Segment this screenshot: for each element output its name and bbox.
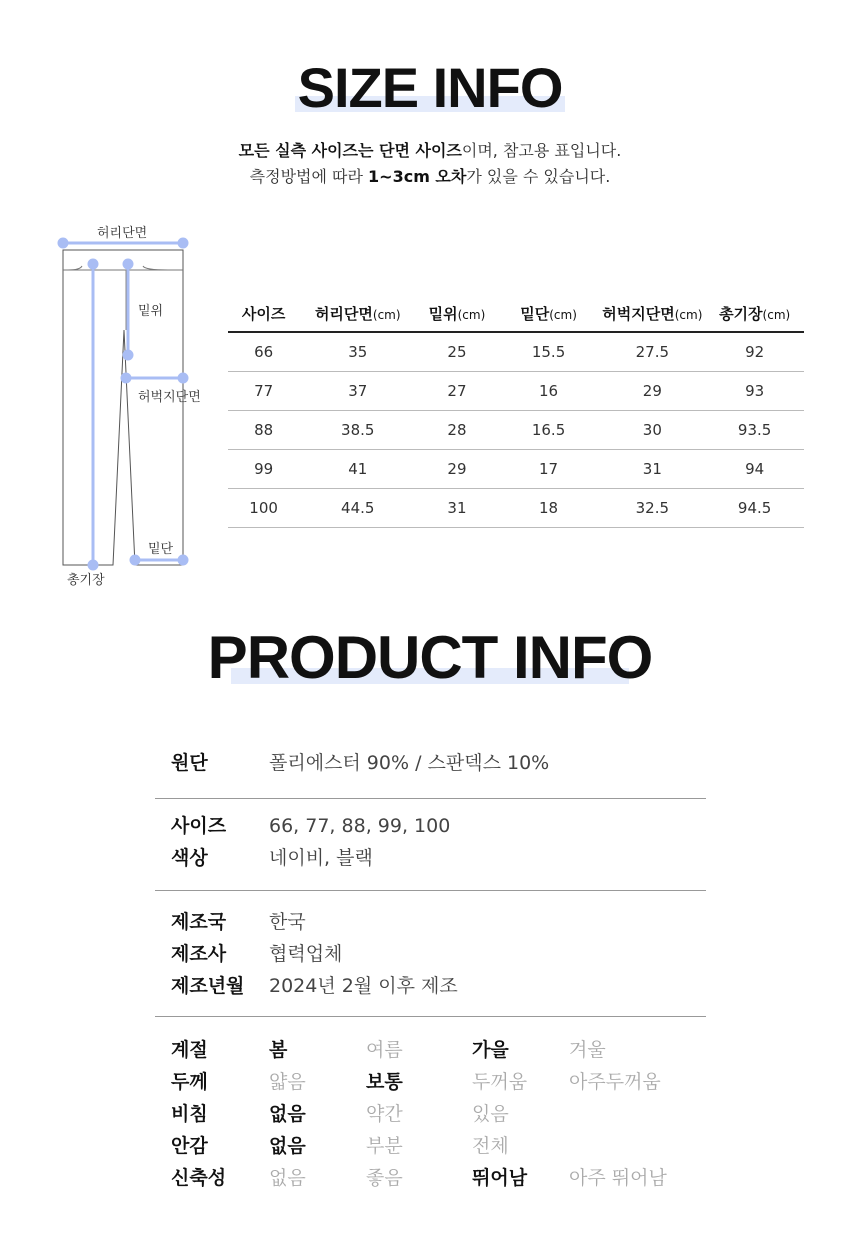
attribute-option: 아주두꺼움 bbox=[569, 1071, 661, 1093]
pants-outline-icon bbox=[50, 220, 220, 590]
attribute-option-selected: 가을 bbox=[472, 1039, 509, 1061]
size-table-header-cell bbox=[705, 296, 804, 332]
size-table-header-cell bbox=[416, 296, 497, 332]
table-cell: 66 bbox=[228, 332, 299, 371]
size-table-header bbox=[228, 296, 804, 332]
header-label: 허리단면 bbox=[314, 305, 373, 323]
product-info-title bbox=[0, 626, 860, 690]
size-table-header-cell bbox=[498, 296, 600, 332]
table-cell: 16.5 bbox=[498, 410, 600, 449]
attribute-option: 있음 bbox=[472, 1103, 509, 1125]
header-label: 밑단 bbox=[520, 305, 550, 323]
table-cell: 17 bbox=[498, 449, 600, 488]
info-row-colors bbox=[155, 842, 706, 874]
rise-label: 밑위 bbox=[138, 304, 164, 319]
attribute-option: 없음 bbox=[269, 1167, 306, 1189]
attribute-option-selected: 없음 bbox=[269, 1103, 306, 1125]
info-label: 제조사 bbox=[171, 943, 227, 965]
attribute-row bbox=[155, 1130, 706, 1162]
attribute-option-selected: 보통 bbox=[366, 1071, 403, 1093]
fabric-group bbox=[155, 747, 706, 779]
table-cell: 94 bbox=[705, 449, 804, 488]
header-label: 허벅지단면 bbox=[602, 305, 675, 323]
attribute-option: 여름 bbox=[366, 1039, 403, 1061]
table-cell: 31 bbox=[599, 449, 705, 488]
size-notes bbox=[0, 138, 860, 190]
attribute-label: 비침 bbox=[171, 1103, 208, 1125]
waist-label: 허리단면 bbox=[97, 226, 148, 241]
info-label: 제조국 bbox=[171, 911, 227, 933]
size-note-line-1 bbox=[0, 138, 860, 164]
info-label: 사이즈 bbox=[171, 815, 227, 837]
table-cell: 16 bbox=[498, 371, 600, 410]
attribute-option-selected: 없음 bbox=[269, 1135, 306, 1157]
attributes-group bbox=[155, 1034, 706, 1194]
size-table-header-cell bbox=[228, 296, 299, 332]
info-row-fabric bbox=[155, 747, 706, 779]
info-value: 폴리에스터 90% / 스판덱스 10% bbox=[269, 752, 550, 774]
header-unit: (cm) bbox=[549, 308, 577, 322]
info-label: 제조년월 bbox=[171, 975, 245, 997]
attribute-row bbox=[155, 1034, 706, 1066]
info-row-maker bbox=[155, 938, 706, 970]
attribute-option-selected: 봄 bbox=[269, 1039, 288, 1061]
size-table-header-cell bbox=[299, 296, 416, 332]
table-row bbox=[228, 371, 804, 410]
table-cell: 25 bbox=[416, 332, 497, 371]
size-table-body bbox=[228, 332, 804, 527]
header-unit: (cm) bbox=[457, 308, 486, 322]
table-cell: 28 bbox=[416, 410, 497, 449]
attribute-option: 부분 bbox=[366, 1135, 403, 1157]
attribute-row bbox=[155, 1162, 706, 1194]
header-label: 밑위 bbox=[428, 305, 458, 323]
divider bbox=[155, 890, 706, 891]
header-unit: (cm) bbox=[674, 308, 703, 322]
header-label: 사이즈 bbox=[241, 305, 286, 323]
header-label: 총기장 bbox=[719, 305, 763, 323]
table-row bbox=[228, 410, 804, 449]
pants-measurement-diagram bbox=[50, 220, 220, 590]
size-note-line-2 bbox=[0, 164, 860, 190]
table-cell: 30 bbox=[599, 410, 705, 449]
attribute-option: 얇음 bbox=[269, 1071, 306, 1093]
header-unit: (cm) bbox=[762, 308, 791, 322]
size-color-group bbox=[155, 810, 706, 874]
size-table-header-cell bbox=[599, 296, 705, 332]
table-row bbox=[228, 488, 804, 527]
table-cell: 41 bbox=[299, 449, 416, 488]
table-cell: 44.5 bbox=[299, 488, 416, 527]
origin-group bbox=[155, 906, 706, 1002]
divider bbox=[155, 798, 706, 799]
size-info-title-text: SIZE INFO bbox=[297, 56, 563, 119]
note-emphasis: 모든 실측 사이즈는 단면 사이즈 bbox=[238, 141, 462, 160]
attribute-option: 겨울 bbox=[569, 1039, 606, 1061]
attribute-option: 전체 bbox=[472, 1135, 509, 1157]
attribute-row bbox=[155, 1066, 706, 1098]
table-cell: 15.5 bbox=[498, 332, 600, 371]
attribute-label: 신축성 bbox=[171, 1167, 227, 1189]
table-cell: 92 bbox=[705, 332, 804, 371]
attribute-row bbox=[155, 1098, 706, 1130]
info-value: 2024년 2월 이후 제조 bbox=[269, 975, 458, 997]
info-row-country bbox=[155, 906, 706, 938]
info-value: 한국 bbox=[269, 911, 306, 933]
header-unit: (cm) bbox=[372, 308, 401, 322]
table-cell: 29 bbox=[599, 371, 705, 410]
table-cell: 35 bbox=[299, 332, 416, 371]
table-cell: 93 bbox=[705, 371, 804, 410]
divider bbox=[155, 1016, 706, 1017]
info-value: 협력업체 bbox=[269, 943, 343, 965]
note-text: 측정방법에 따라 bbox=[249, 167, 369, 186]
table-cell: 37 bbox=[299, 371, 416, 410]
table-cell: 31 bbox=[416, 488, 497, 527]
table-cell: 27 bbox=[416, 371, 497, 410]
attribute-label: 두께 bbox=[171, 1071, 208, 1093]
note-text: 이며, 참고용 표입니다. bbox=[461, 141, 622, 160]
info-label: 색상 bbox=[171, 847, 208, 869]
table-cell: 88 bbox=[228, 410, 299, 449]
length-label: 총기장 bbox=[67, 573, 105, 588]
table-cell: 18 bbox=[498, 488, 600, 527]
table-cell: 99 bbox=[228, 449, 299, 488]
table-cell: 29 bbox=[416, 449, 497, 488]
attribute-label: 안감 bbox=[171, 1135, 208, 1157]
info-label: 원단 bbox=[171, 752, 208, 774]
info-row-date bbox=[155, 970, 706, 1002]
attribute-label: 계절 bbox=[171, 1039, 208, 1061]
product-info-title-text: PRODUCT INFO bbox=[207, 624, 653, 691]
attribute-option: 아주 뛰어남 bbox=[569, 1167, 667, 1189]
attribute-option: 좋음 bbox=[366, 1167, 403, 1189]
table-row bbox=[228, 332, 804, 371]
table-cell: 77 bbox=[228, 371, 299, 410]
info-row-sizes bbox=[155, 810, 706, 842]
table-row bbox=[228, 449, 804, 488]
table-cell: 38.5 bbox=[299, 410, 416, 449]
table-cell: 27.5 bbox=[599, 332, 705, 371]
info-value: 66, 77, 88, 99, 100 bbox=[269, 815, 451, 837]
table-cell: 100 bbox=[228, 488, 299, 527]
table-cell: 93.5 bbox=[705, 410, 804, 449]
attribute-option-selected: 뛰어남 bbox=[472, 1167, 528, 1189]
size-table bbox=[228, 296, 804, 528]
attribute-option: 약간 bbox=[366, 1103, 403, 1125]
size-info-title bbox=[0, 58, 860, 118]
info-value: 네이비, 블랙 bbox=[269, 847, 373, 869]
thigh-label: 허벅지단면 bbox=[138, 390, 201, 405]
table-cell: 94.5 bbox=[705, 488, 804, 527]
attribute-option: 두꺼움 bbox=[472, 1071, 528, 1093]
hem-label: 밑단 bbox=[148, 542, 174, 557]
table-cell: 32.5 bbox=[599, 488, 705, 527]
note-emphasis: 1~3cm 오차 bbox=[368, 167, 467, 186]
note-text: 가 있을 수 있습니다. bbox=[466, 167, 611, 186]
